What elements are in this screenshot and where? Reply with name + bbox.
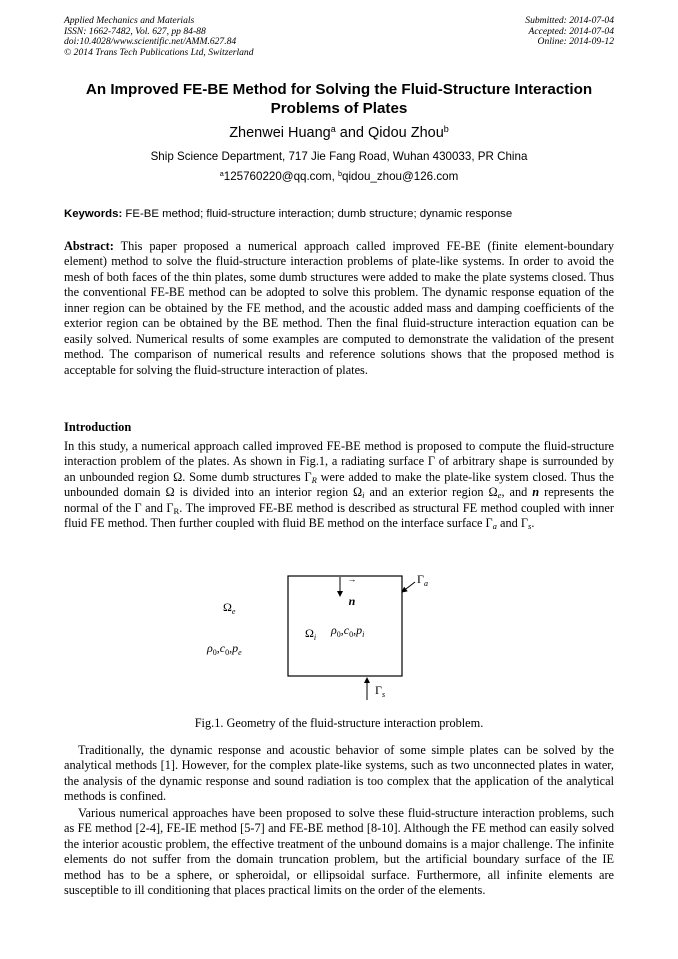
- affiliation: Ship Science Department, 717 Jie Fang Road, Wuhan 430033, PR China: [150, 150, 528, 163]
- journal-header: [64, 16, 254, 58]
- intro-paragraph-1: [64, 439, 614, 532]
- intro-p1-text-8: .: [531, 516, 535, 531]
- intro-p1-text-6: . The improved FE-BE method is described as structural FE method coupled with inner fluid FE method. Then further coupled with fluid BE method on the interface surface Γ: [64, 500, 614, 531]
- journal-copyright: © 2014 Trans Tech Publications Ltd, Switzerland: [64, 46, 254, 58]
- normal-vector-arrow-glyph: →: [347, 574, 357, 584]
- author-1-mark: a: [330, 124, 336, 135]
- email-2-mark: b: [338, 169, 343, 179]
- keywords: [64, 207, 624, 221]
- abstract: [64, 239, 614, 378]
- abstract-label: Abstract:: [64, 239, 114, 253]
- dates-header: [525, 16, 614, 48]
- intro-p1-sub-i: i: [362, 490, 365, 501]
- gamma-s-label: $\Gamma_s$: [375, 683, 386, 699]
- author-1: Zhenwei Huang: [229, 125, 331, 141]
- intro-p1-sub-s: s: [527, 521, 532, 532]
- keywords-text: FE-BE method; fluid-structure interaction; dumb structure; dynamic response: [122, 208, 513, 220]
- normal-vector-label: n: [348, 594, 356, 608]
- intro-p1-sub-r2: R: [173, 505, 180, 516]
- intro-paragraph-3: Various numerical approaches have been proposed to solve these fluid-structure interaction problems, such as FE method [2-4], FE-IE method [5-7] and FE-BE method [8-10]. Although the FE method can easily solved the interior acoustic problem, the effective treatment of the unbound domains is a major challenge. The infinite elements do not suffer from the domain truncation problem, but the artificial boundary surface of the IE method has to be a sphere, or spheroidal, or ellipsoidal surface. Furthermore, all infinite elements are susceptible to ill conditioning that places practical limits on the order of the elements.: [64, 806, 614, 898]
- intro-p1-text-7: and Γ: [496, 516, 528, 531]
- intro-paragraph-2: Traditionally, the dynamic response and acoustic behavior of some simple plates can be solved by the analytical methods [1]. However, for the complex plate-like systems, such as two unconnected plates in water, the analysis of the dynamic response and sound radiation is too complex that the application of the analytical methods is confined.: [64, 743, 614, 804]
- email-1[interactable]: 125760220@qq.com,: [223, 170, 339, 183]
- omega-i-label: $\Omega_i$: [305, 626, 317, 642]
- intro-p1-text-2: were added to make the plate-like system closed. Thus the unbounded domain Ω is divided into an interior region Ω: [64, 469, 615, 500]
- intro-p1-sub-r: R: [311, 475, 317, 486]
- figure-1-caption: Fig.1. Geometry of the fluid-structure interaction problem.: [194, 716, 484, 730]
- intro-p1-text-1: In this study, a numerical approach called improved FE-BE method is proposed to compute the fluid-structure interaction problem of the plates. As shown in Fig.1, a radiating surface Γ of arbitrary shape is surrounded by an unbounded region Ω. Some dumb structures Γ: [64, 439, 614, 484]
- intro-p1-text-3: and an exterior region Ω: [364, 485, 498, 500]
- email-line: [0, 170, 678, 184]
- online-date: Online: 2014-09-12: [537, 36, 614, 48]
- author-2: Qidou Zhou: [368, 125, 444, 141]
- intro-p1-text-4: , and: [501, 485, 533, 500]
- author-line: [0, 124, 678, 142]
- exterior-fluid-props: $\rho_0,c_0,p_e$: [207, 641, 242, 657]
- abstract-text: This paper proposed a numerical approach called improved FE-BE (finite element-boundary element) method to solve the fluid-structure interaction problems of plate-like systems. In order to avoid the mesh of both faces of the thin plates, some dumb structures were added to make the plate systems closed. Thus the conventional FE-BE method can be adopted to solve this problem. The dynamic response equation of the inner region can be obtained by the FE method, and the acoustic added mass and damping coefficients of the exterior region can be obtained by the BE method. Then the final fluid-structure interaction equation can be easily solved. Numerical results of some examples are computed to demonstrate the validation of the present method. The comparison of numerical results and reference solutions shows that the proposed method is acceptable for solving the fluid-structure interaction of plates.: [64, 239, 614, 377]
- author-2-mark: b: [443, 124, 449, 135]
- email-1-mark: a: [219, 169, 224, 179]
- submitted-date: Submitted: 2014-07-04: [525, 15, 614, 26]
- author-and: and: [335, 125, 369, 141]
- figure-1: [195, 570, 485, 705]
- journal-doi: doi:10.4028/www.scientific.net/AMM.627.84: [64, 36, 237, 48]
- journal-issn: ISSN: 1662-7482, Vol. 627, pp 84-88: [64, 25, 206, 37]
- omega-e-label: $\Omega_e$: [223, 600, 236, 616]
- gamma-a-label: $\Gamma_a$: [417, 572, 428, 588]
- accepted-date: Accepted: 2014-07-04: [528, 25, 614, 37]
- keywords-label: Keywords:: [64, 208, 123, 220]
- gamma-a-arrow: [402, 582, 415, 592]
- introduction-heading: Introduction: [64, 420, 132, 434]
- journal-name: Applied Mechanics and Materials: [64, 15, 195, 26]
- email-2[interactable]: qidou_zhou@126.com: [342, 170, 459, 183]
- paper-title: An Improved FE-BE Method for Solving the Fluid-Structure Interaction Problems of Plates: [85, 81, 593, 117]
- intro-p1-sub-a: a: [492, 521, 497, 532]
- intro-p1-sub-e: e: [497, 490, 502, 501]
- interior-fluid-props: $\rho_0,c_0,p_i$: [331, 623, 365, 639]
- intro-p1-normal-n: n: [532, 485, 540, 500]
- intro-p1-text-5: represents the normal of the Γ and Γ: [64, 485, 614, 515]
